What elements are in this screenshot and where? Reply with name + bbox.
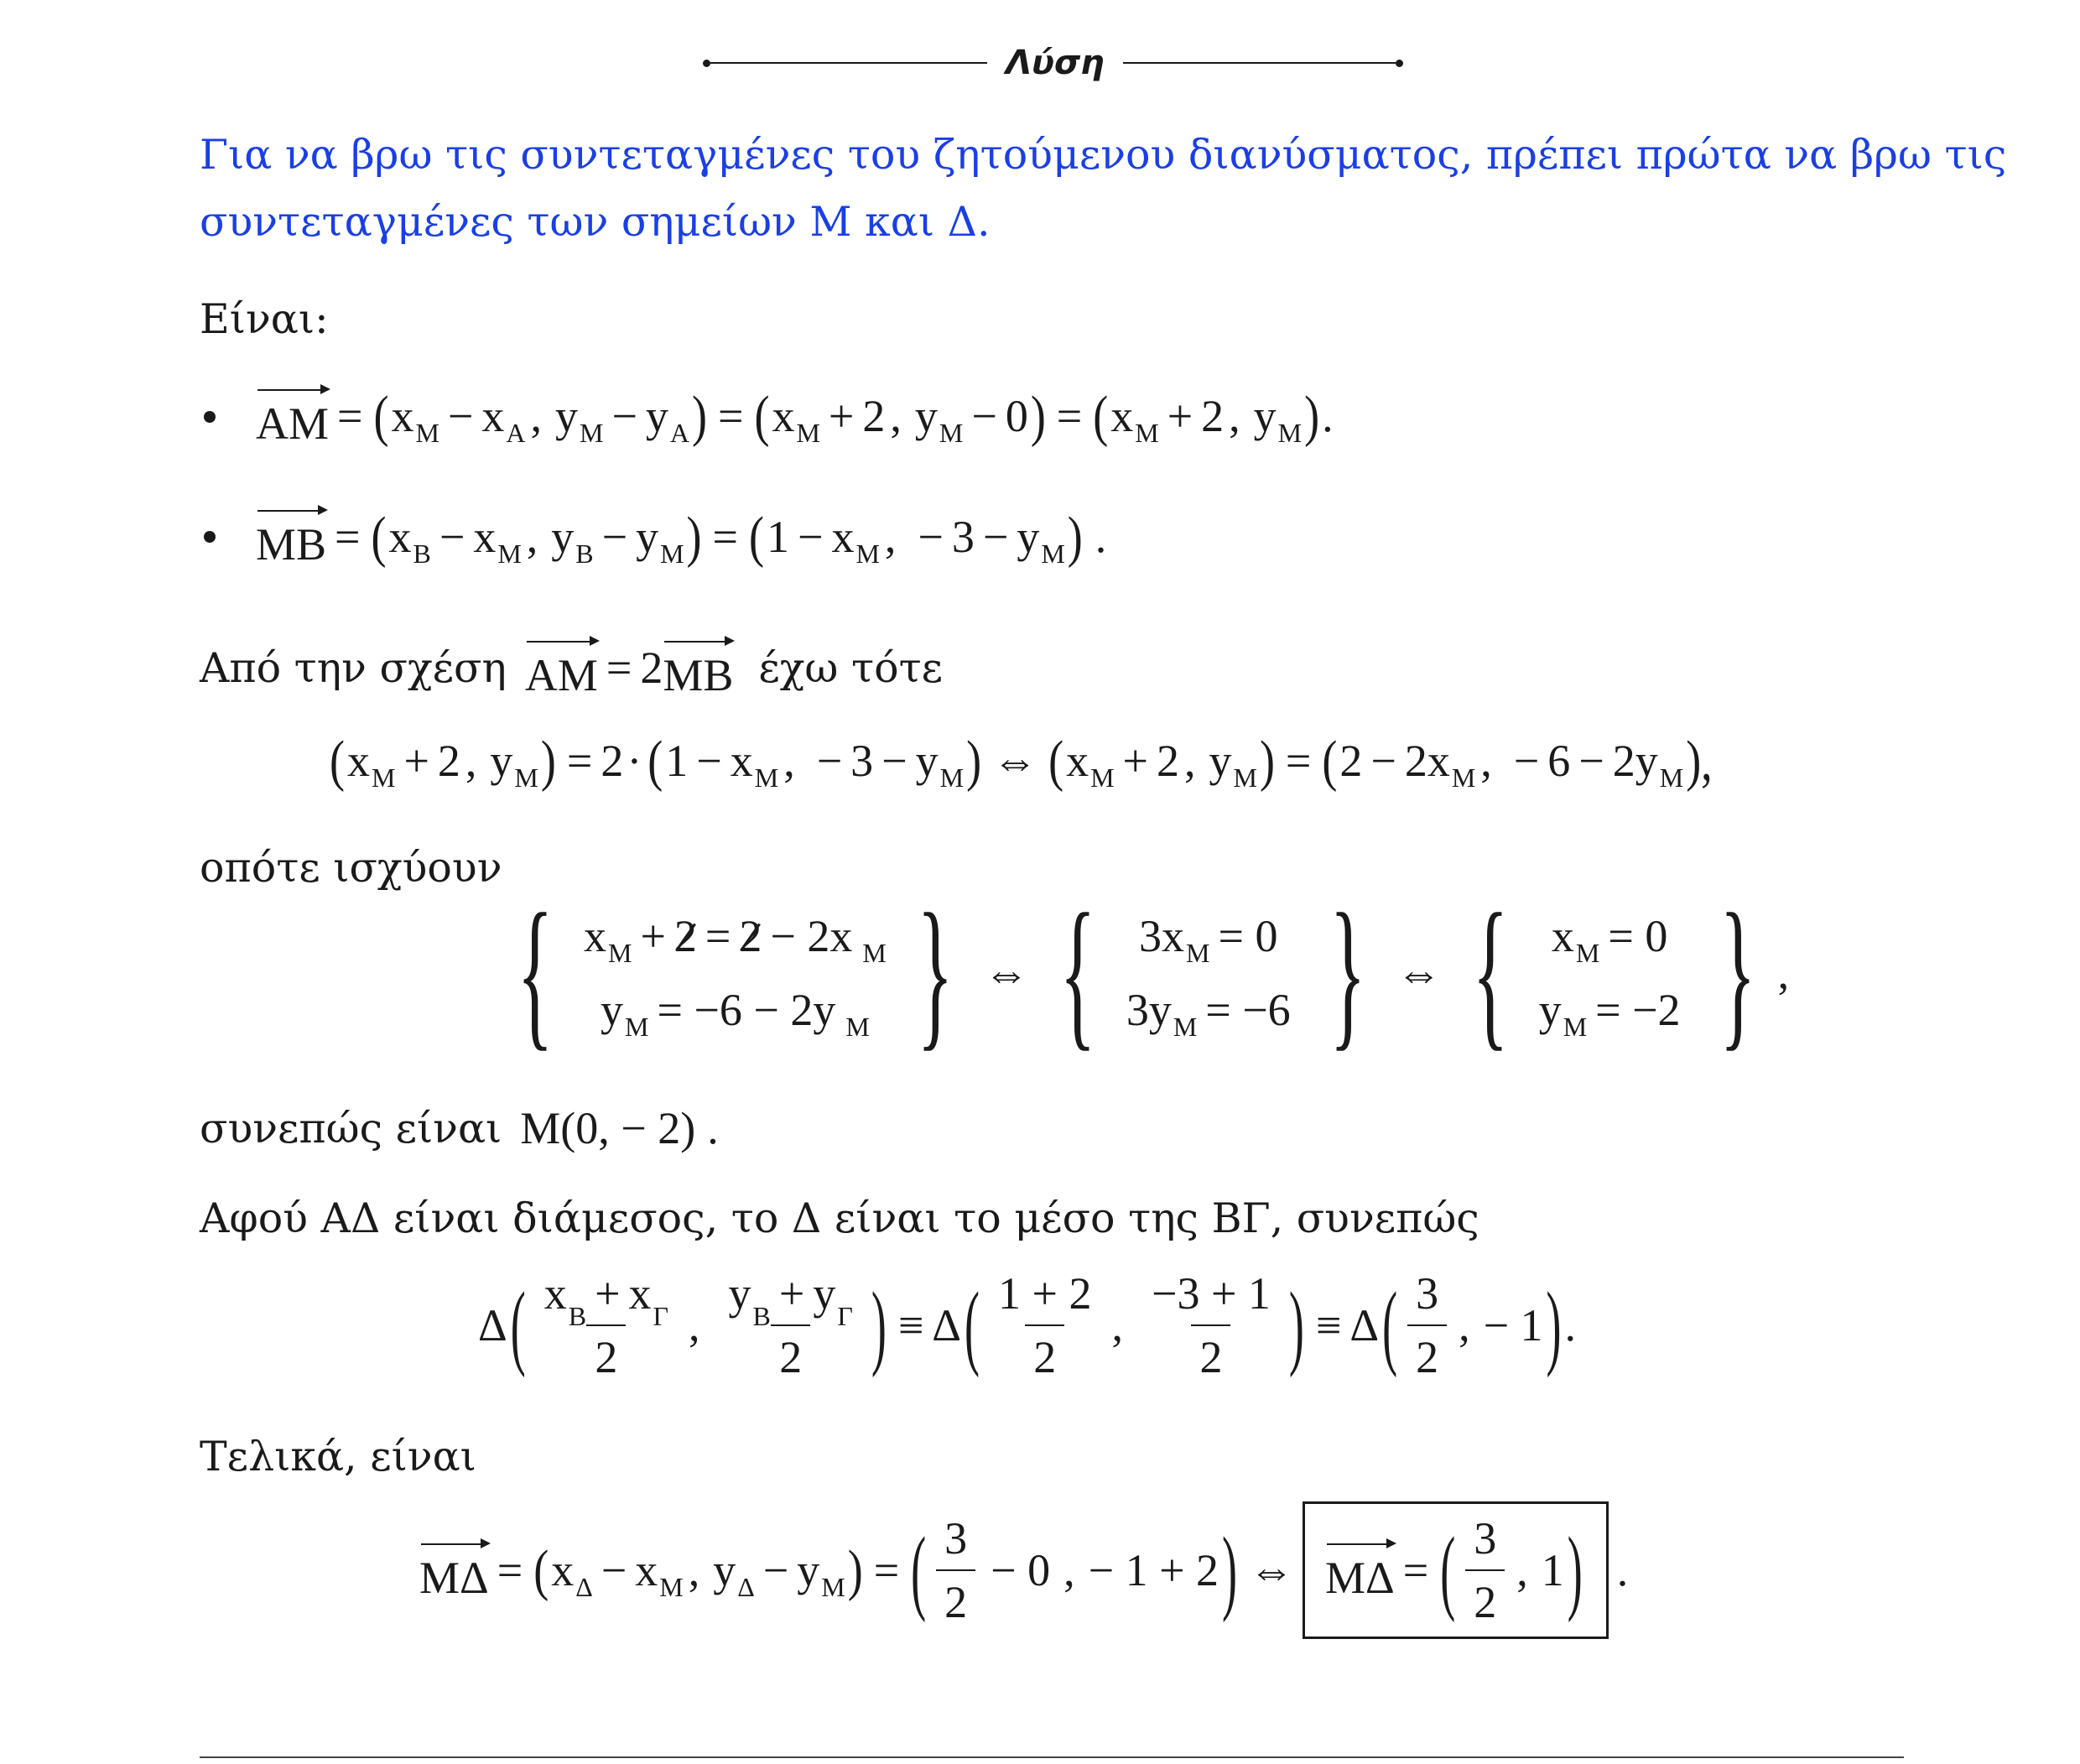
vector-am: AM [256,386,329,446]
vector-mb-rel: MB [663,637,733,698]
bullet-2 [204,531,216,543]
equation-delta: Δ ( $\frac{x_B + x_\Gamma}{2}$ , $\frac{y_B + y_\Gamma}{2}$ ) ≡ Δ ( $\frac{1 + 2}{2}$ , $\frac{-3 + 1}{2}$ ) ≡ Δ ( $\frac{3}{2}$ , − 1 ) . [478,1268,1577,1382]
rule-right [1123,62,1396,64]
section-header [703,44,1403,82]
vector-md: MΔ [419,1540,489,1600]
equation-system: { x M + 2 = 2 − 2x M y M = −6 − 2y M } ⇔ { 3x M = 0 3y M = −6 } ⇔ { x M = 0 y M = −2 } , [517,880,1790,1065]
boxed-answer: MΔ = ( $\frac{3}{2}$ , 1 ) [1303,1501,1609,1639]
intro-line-1: Για να βρω τις συντεταγμένες του ζητούμενου διανύσματος, πρέπει πρώτα να βρω τις [200,131,2007,179]
section-title: Λύση [1006,44,1105,82]
rule-dot-right [1396,60,1403,67]
conclusion-m: συνεπώς είναι M(0, − 2) . [200,1103,719,1153]
system-2: 3x M = 0 3y M = −6 [1126,911,1291,1042]
equation-relation-expanded: ( x M + 2 , y M ) = 2 · ( 1 − x M , − 3 − y M ) ⇔ ( x M + 2 , y M ) = ( 2 − 2x M , − 6 − 2y M ), [330,729,1713,793]
system-3: x M = 0 y M = −2 [1538,911,1681,1042]
einai-label: Είναι: [200,295,329,343]
intro-line-2: συντεταγμένες των σημείων Μ και Δ. [200,198,991,246]
equation-mb: MB = ( x B − x M , y B − y M ) = ( 1 − x M , − 3 − y M ) . [256,505,1107,570]
telika-label: Τελικά, είναι [200,1433,476,1480]
rule-left [710,62,987,64]
bullet-1 [204,411,216,423]
relation-line: Από την σχέση AM = 2 MB έχω τότε [200,637,943,698]
rule-dot-left [703,60,710,67]
opote-label: οπότε ισχύουν [200,844,502,892]
equation-am: AM = ( x M − x A , y M − y A ) = ( x M + 2 , y M − 0 ) = ( x M + 2 , y M ) . [256,384,1334,449]
vector-mb: MB [256,507,326,567]
system-1: x M + 2 = 2 − 2x M y M = −6 − 2y M [584,911,887,1042]
afou-line: Αφού ΑΔ είναι διάμεσος, το Δ είναι το μέσο της ΒΓ, συνεπώς [200,1194,1479,1242]
equation-final: MΔ = ( x Δ − x M , y Δ − y M ) = ( $\frac{3}{2}$ − 0 , − 1 + 2 ) ⇔ MΔ = ( $\frac{3}{2}$ , 1 ) . [419,1501,1628,1639]
vector-am-rel: AM [525,637,598,698]
bottom-rule [200,1756,1904,1758]
